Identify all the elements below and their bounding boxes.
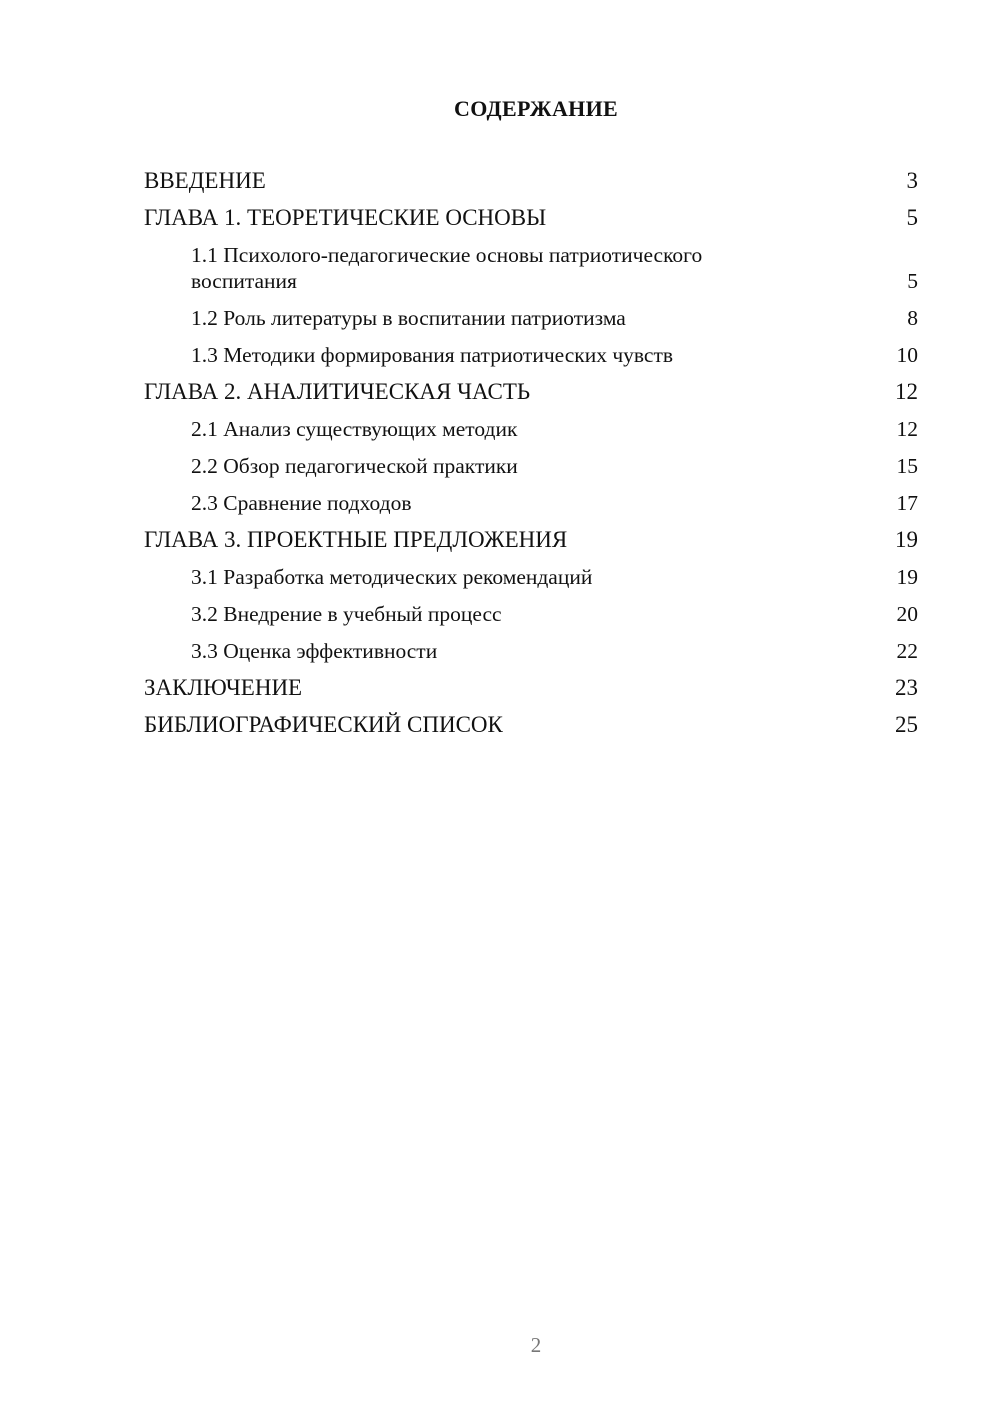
- toc-entry-page: 19: [896, 565, 918, 589]
- toc-entry-text: 3.3 Оценка эффективности: [191, 639, 438, 663]
- toc-entry-text: 2.3 Сравнение подходов: [191, 491, 412, 515]
- toc-entry-page: 12: [896, 417, 918, 441]
- toc-entry: [144, 564, 918, 590]
- toc-entry-text: 3.1 Разработка методических рекомендаций: [191, 565, 593, 589]
- toc-entry-text: ГЛАВА 3. ПРОЕКТНЫЕ ПРЕДЛОЖЕНИЯ: [144, 527, 568, 552]
- toc-entry: [144, 527, 918, 553]
- toc-entry: [144, 490, 918, 516]
- toc-entry-page: 17: [896, 491, 918, 515]
- toc-entry-page: 20: [896, 602, 918, 626]
- toc-entry-page: 22: [896, 639, 918, 663]
- toc-entry-text: 1.2 Роль литературы в воспитании патриотизма: [191, 306, 626, 330]
- toc-entry: [144, 712, 918, 738]
- toc-entry-page: 19: [895, 527, 918, 552]
- toc-entry: [144, 453, 918, 479]
- toc-entry: [144, 342, 918, 368]
- toc-entry-text: 2.2 Обзор педагогической практики: [191, 454, 518, 478]
- toc-entry: [144, 168, 918, 194]
- toc-entry-page: 23: [895, 675, 918, 700]
- toc-entry-text: 1.3 Методики формирования патриотических чувств: [191, 343, 674, 367]
- toc-entry-page: 5: [906, 205, 918, 230]
- toc-entry-text: ВВЕДЕНИЕ: [144, 168, 266, 193]
- toc-entry: [144, 675, 918, 701]
- toc-entry-page: 12: [895, 379, 918, 404]
- toc-entry-text: 2.1 Анализ существующих методик: [191, 417, 518, 441]
- toc-entry-text: ЗАКЛЮЧЕНИЕ: [144, 675, 303, 700]
- toc-entry-page: 25: [895, 712, 918, 737]
- toc-entry-page: 8: [907, 306, 918, 330]
- toc-entry-page: 5: [907, 269, 918, 293]
- toc-entry: [144, 205, 918, 231]
- toc-entry: [144, 416, 918, 442]
- toc-entry: [144, 638, 918, 664]
- toc-entry-text: БИБЛИОГРАФИЧЕСКИЙ СПИСОК: [144, 712, 503, 737]
- toc-entry-text: ГЛАВА 2. АНАЛИТИЧЕСКАЯ ЧАСТЬ: [144, 379, 531, 404]
- toc-title: СОДЕРЖАНИЕ: [454, 96, 618, 121]
- toc-entry-text: 1.1 Психолого-педагогические основы патриотического воспитания: [191, 243, 703, 293]
- page-number: 2: [530, 1333, 542, 1357]
- toc-entry-text: ГЛАВА 1. ТЕОРЕТИЧЕСКИЕ ОСНОВЫ: [144, 205, 547, 230]
- toc-entry: [144, 242, 918, 294]
- table-of-contents: [144, 168, 918, 749]
- toc-entry: [144, 379, 918, 405]
- toc-entry: [144, 601, 918, 627]
- toc-entry-page: 3: [906, 168, 918, 193]
- toc-entry-page: 10: [896, 343, 918, 367]
- toc-entry-page: 15: [896, 454, 918, 478]
- toc-entry: [144, 305, 918, 331]
- toc-entry-text: 3.2 Внедрение в учебный процесс: [191, 602, 502, 626]
